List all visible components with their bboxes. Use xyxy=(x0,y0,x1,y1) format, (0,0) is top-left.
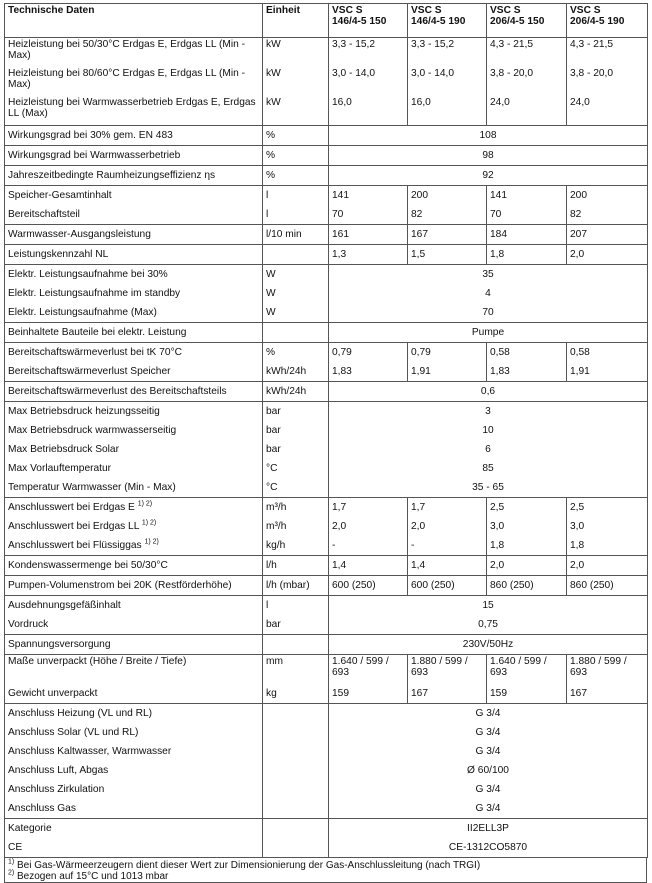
table-row: Ausdehnungsgefäßinhalt l 15 xyxy=(5,596,648,616)
table-row: Max Betriebsdruck heizungsseitig bar 3 xyxy=(5,402,648,422)
table-row: Gewicht unverpackt kg 159 167 159 167 xyxy=(5,684,648,704)
table-row: Anschlusswert bei Erdgas LL $^{1) 2)}$ m³/h 2,0 2,0 3,0 3,0 xyxy=(5,517,648,536)
table-row: Wirkungsgrad bei Warmwasserbetrieb % 98 xyxy=(5,146,648,166)
table-row: Anschluss Kaltwasser, Warmwasser G 3/4 xyxy=(5,742,648,761)
table-header-row xyxy=(5,4,648,38)
header-model-1: VSC S 146/4-5 150 xyxy=(329,4,408,38)
table-row: Max Vorlauftemperatur °C 85 xyxy=(5,459,648,478)
table-row: Anschluss Heizung (VL und RL) G 3/4 xyxy=(5,704,648,724)
table-row: Warmwasser-Ausgangsleistung l/10 min 161 167 184 207 xyxy=(5,225,648,245)
table-row: Spannungsversorgung 230V/50Hz xyxy=(5,635,648,655)
header-model-3: VSC S 206/4-5 150 xyxy=(487,4,567,38)
table-row: Wirkungsgrad bei 30% gem. EN 483 % 108 xyxy=(5,126,648,146)
table-row: Anschluss Solar (VL und RL) G 3/4 xyxy=(5,723,648,742)
technical-data-table xyxy=(4,3,648,858)
table-row: Speicher-Gesamtinhalt l 141 200 141 200 xyxy=(5,186,648,206)
table-row: Pumpen-Volumenstrom bei 20K (Restförderhöhe) l/h (mbar) 600 (250) 600 (250) 860 (250) 860 (250) xyxy=(5,576,648,596)
table-row: Jahreszeitbedingte Raumheizungseffizienz ηs % 92 xyxy=(5,166,648,186)
table-row: Kategorie II2ELL3P xyxy=(5,819,648,839)
footnote: $^{2)}$ Bezogen auf 15°C und 1013 mbar xyxy=(8,869,169,882)
table-row: Heizleistung bei Warmwasserbetrieb Erdgas E, Erdgas LL (Max) kW 16,0 16,0 24,0 24,0 xyxy=(5,96,648,126)
table-row: Temperatur Warmwasser (Min - Max) °C 35 - 65 xyxy=(5,478,648,498)
table-row: CE CE-1312CO5870 xyxy=(5,838,648,858)
table-row: Heizleistung bei 80/60°C Erdgas E, Erdgas LL (Min - Max) kW 3,0 - 14,0 3,0 - 14,0 3,8 - 20,0 3,8 - 20,0 xyxy=(5,67,648,96)
table-row: Vordruck bar 0,75 xyxy=(5,615,648,635)
table-row: Bereitschaftswärmeverlust bei tK 70°C % 0,79 0,79 0,58 0,58 xyxy=(5,343,648,363)
table-row: Heizleistung bei 50/30°C Erdgas E, Erdgas LL (Min - Max) kW 3,3 - 15,2 3,3 - 15,2 4,3 - 21,5 4,3 - 21,5 xyxy=(5,38,648,68)
table-row: Elektr. Leistungsaufnahme im standby W 4 xyxy=(5,284,648,303)
table-row: Beinhaltete Bauteile bei elektr. Leistung Pumpe xyxy=(5,323,648,343)
footnote: $^{1)}$ Bei Gas-Wärmeerzeugern dient dieser Wert zur Dimensionierung der Gas-Anschlussleitung (nach TRGI) xyxy=(8,858,481,871)
table-row: Elektr. Leistungsaufnahme (Max) W 70 xyxy=(5,303,648,323)
header-label: Technische Daten xyxy=(5,4,263,38)
table-row: Anschluss Luft, Abgas Ø 60/100 xyxy=(5,761,648,780)
table-row: Elektr. Leistungsaufnahme bei 30% W 35 xyxy=(5,265,648,285)
header-model-4: VSC S 206/4-5 190 xyxy=(567,4,648,38)
table-row: Anschlusswert bei Flüssiggas $^{1) 2)}$ kg/h - - 1,8 1,8 xyxy=(5,536,648,556)
footnotes xyxy=(4,858,647,883)
table-row: Anschluss Gas G 3/4 xyxy=(5,799,648,819)
table-row: Anschlusswert bei Erdgas E $^{1) 2)}$ m³/h 1,7 1,7 2,5 2,5 xyxy=(5,498,648,518)
table-row: Max Betriebsdruck warmwasserseitig bar 10 xyxy=(5,421,648,440)
table-row: Anschluss Zirkulation G 3/4 xyxy=(5,780,648,799)
header-unit: Einheit xyxy=(263,4,329,38)
spec-sheet xyxy=(4,3,647,883)
table-row: Max Betriebsdruck Solar bar 6 xyxy=(5,440,648,459)
table-row: Bereitschaftsteil l 70 82 70 82 xyxy=(5,205,648,225)
header-model-2: VSC S 146/4-5 190 xyxy=(408,4,487,38)
table-row: Bereitschaftswärmeverlust Speicher kWh/24h 1,83 1,91 1,83 1,91 xyxy=(5,362,648,382)
table-row: Kondenswassermenge bei 50/30°C l/h 1,4 1,4 2,0 2,0 xyxy=(5,556,648,576)
table-row: Maße unverpackt (Höhe / Breite / Tiefe) mm 1.640 / 599 / 693 1.880 / 599 / 693 1.640 / 599 / 693 1.880 / 599 / 693 xyxy=(5,655,648,685)
table-row: Bereitschaftswärmeverlust des Bereitschaftsteils kWh/24h 0,6 xyxy=(5,382,648,402)
table-row: Leistungskennzahl NL 1,3 1,5 1,8 2,0 xyxy=(5,245,648,265)
